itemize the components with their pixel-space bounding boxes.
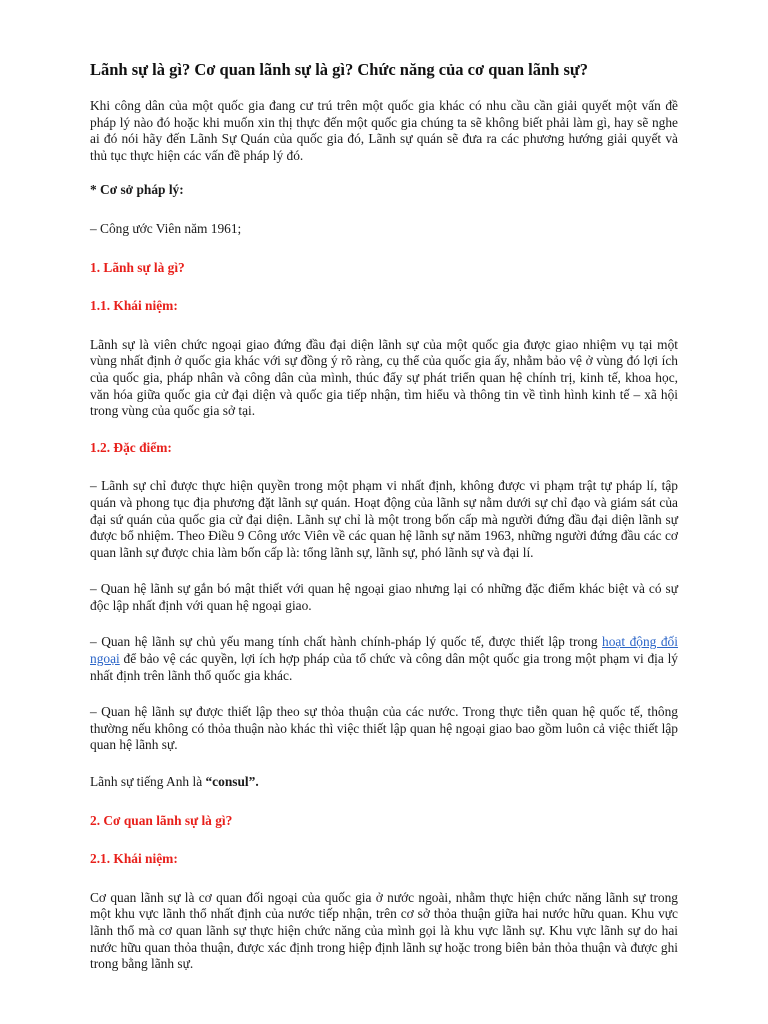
section-1-2-paragraph-2: – Quan hệ lãnh sự gắn bó mật thiết với quan hệ ngoại giao nhưng lại có những đặc điểm khác biệt và có sự độc lập nhất định với quan hệ ngoại giao. <box>90 581 678 613</box>
section-2-1-heading: 2.1. Khái niệm: <box>90 851 178 867</box>
page-title: Lãnh sự là gì? Cơ quan lãnh sự là gì? Chức năng của cơ quan lãnh sự? <box>90 60 589 79</box>
section-1-2-heading: 1.2. Đặc điểm: <box>90 439 172 455</box>
section-1-heading: 1. Lãnh sự là gì? <box>90 259 185 275</box>
foreign-affairs-link[interactable]: hoạt động đối ngoại <box>90 634 678 667</box>
english-term: “consul”. <box>205 774 259 790</box>
section-1-1-heading: 1.1. Khái niệm: <box>90 298 178 314</box>
paragraph-3-text-before: – Quan hệ lãnh sự chủ yếu mang tính chất hành chính-pháp lý quốc tế, được thiết lập trong <box>90 634 603 650</box>
paragraph-3-text-after: để bảo vệ các quyền, lợi ích hợp pháp của tổ chức và công dân một quốc gia trong một phạm vi địa lý nhất định trên lãnh thổ quốc gia khác. <box>90 651 678 683</box>
intro-paragraph: Khi công dân của một quốc gia đang cư trú trên một quốc gia khác có nhu cầu cần giải quyết một vấn đề pháp lý nào đó hoặc khi muốn xin thị thực đến một quốc gia chúng ta sẽ không biết phải làm gì, hay sẽ nghe ai đó nói hãy đến Lãnh Sự Quán của quốc gia đó, Lãnh sự quán sẽ đưa ra các phương hướng giải quyết và thủ tục thực hiện các vấn đề pháp lý đó. <box>90 98 678 163</box>
document-body <box>90 60 678 973</box>
section-1-2-paragraph-3 <box>90 634 678 684</box>
english-term-line <box>90 774 678 791</box>
section-1-1-text: Lãnh sự là viên chức ngoại giao đứng đầu đại diện lãnh sự của một quốc gia được giao nhiệm vụ tại một vùng nhất định ở quốc gia khác với sự đồng ý rõ ràng, cụ thể của quốc gia ấy, nhằm bảo vệ ở vùng đó lợi ích của quốc gia, pháp nhân và công dân của mình, thúc đẩy sự phát triển quan hệ chính trị, kinh tế, khoa học, văn hóa giữa quốc gia cử đại diện và quốc gia tiếp nhận, tìm hiểu và thông tin về tình hình kinh tế – xã hội trong vùng của quốc gia sở tại. <box>90 336 678 419</box>
section-1-2-paragraph-4: – Quan hệ lãnh sự được thiết lập theo sự thỏa thuận của các nước. Trong thực tiễn quan hệ quốc tế, thông thường nếu không có thỏa thuận nào khác thì việc thiết lập quan hệ ngoại giao bao gồm luôn cả việc thiết lập quan hệ lãnh sự. <box>90 704 678 753</box>
section-1-2-paragraph-1: – Lãnh sự chỉ được thực hiện quyền trong một phạm vi nhất định, không được vi phạm trật tự pháp lí, tập quán và phong tục địa phương đặt lãnh sự quán. Hoạt động của lãnh sự nằm dưới sự chỉ đạo và giám sát của đại sứ quán của quốc gia cử đại diện. Lãnh sự chỉ là một trong bốn cấp mà người đứng đầu đại diện lãnh sự được bổ nhiệm. Theo Điều 9 Công ước Viên về các quan hệ lãnh sự năm 1963, những người đứng đầu các cơ quan lãnh sự được chia làm bốn cấp là: tổng lãnh sự, lãnh sự, phó lãnh sự và đại lí. <box>90 478 678 560</box>
english-term-prefix: Lãnh sự tiếng Anh là <box>90 774 206 790</box>
section-2-heading: 2. Cơ quan lãnh sự là gì? <box>90 812 233 828</box>
section-2-1-text: Cơ quan lãnh sự là cơ quan đối ngoại của quốc gia ở nước ngoài, nhằm thực hiện chức năng lãnh sự trong một khu vực lãnh thổ nhất định của nước tiếp nhận, trên cơ sở thỏa thuận giữa hai nước hữu quan. Khu vực lãnh thổ mà cơ quan lãnh sự thực hiện chức năng của mình gọi là khu vực lãnh sự. Khu vực lãnh sự do hai nước hữu quan thỏa thuận, được xác định trong hiệp định lãnh sự hoặc trong biên bản thỏa thuận và được ghi trong bằng lãnh sự. <box>90 889 678 972</box>
legal-basis-item: – Công ước Viên năm 1961; <box>90 220 242 236</box>
legal-basis-heading: * Cơ sở pháp lý: <box>90 182 184 198</box>
